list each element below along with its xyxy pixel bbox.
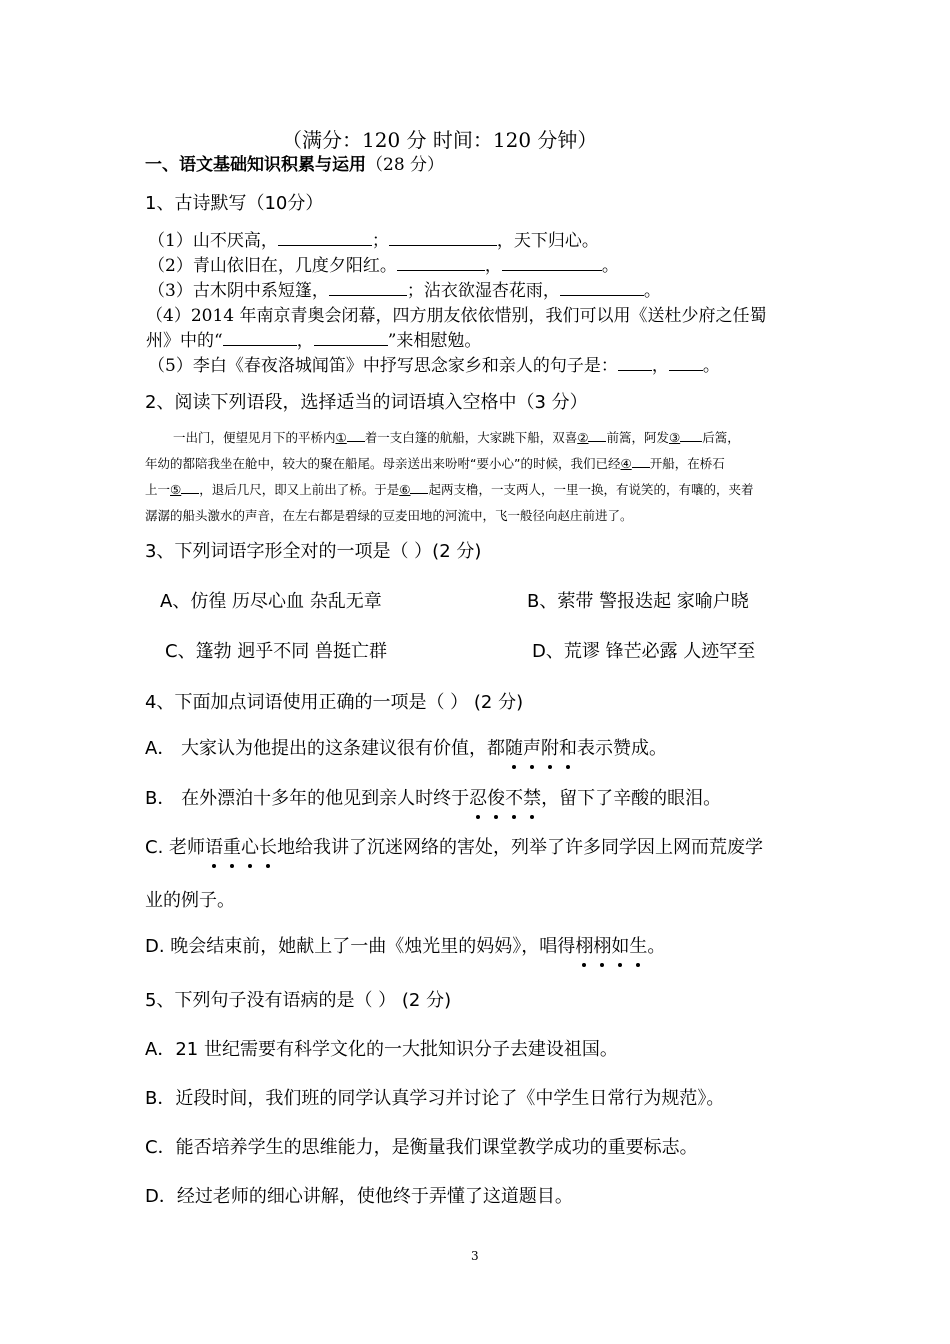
q5-title: 5、下列句子没有语病的是（ ） (2 分) (145, 990, 452, 1011)
dotted-char: 语 (205, 833, 223, 859)
q2-passage-line-1 (173, 428, 740, 446)
answer-blank[interactable] (278, 228, 372, 246)
passage-text: 一出门，便望见月下的平桥内 (173, 430, 336, 445)
answer-blank[interactable] (410, 481, 428, 495)
answer-blank[interactable] (329, 278, 407, 296)
option-text: 表示赞成。 (577, 738, 668, 759)
passage-text: 后篙， (702, 430, 740, 445)
option-text: C. 老师 (145, 837, 206, 858)
dotted-char: 生 (629, 932, 647, 958)
q5-option-d: D．经过老师的细心讲解，使他终于弄懂了这道题目。 (145, 1186, 573, 1207)
q1-l3-text-c: 。 (643, 281, 661, 301)
dotted-char: 重 (223, 833, 241, 859)
answer-blank[interactable] (680, 429, 702, 443)
q3-option-a: A、仿徨 历尽心血 杂乱无章 (160, 591, 382, 612)
option-text: 。 (647, 936, 666, 957)
blank-marker-5: ⑤ (170, 482, 182, 497)
q2-passage-line-2 (145, 454, 725, 472)
q5-option-a: A．21 世纪需要有科学文化的一大批知识分子去建设祖国。 (145, 1039, 618, 1060)
q1-l1-text-c: ，天下归心。 (496, 231, 599, 251)
q3-option-d: D、荒谬 锋芒必露 人迹罕至 (532, 641, 756, 662)
dotted-char: 俊 (487, 784, 505, 810)
option-text: A． 大家认为他提出的这条建议很有价值，都 (145, 738, 506, 759)
dotted-char: 不 (505, 784, 523, 810)
q5-option-b: B．近段时间，我们班的同学认真学习并讨论了《中学生日常行为规范》。 (145, 1088, 725, 1109)
q1-l3-text-a: （3）古木阴中系短篷， (148, 281, 329, 301)
answer-blank[interactable] (223, 328, 297, 346)
q1-line-4b (146, 326, 481, 351)
q1-line-5 (148, 351, 720, 376)
q3-title: 3、下列词语字形全对的一项是（ ）(2 分) (145, 541, 482, 562)
dotted-char: 心 (241, 833, 259, 859)
blank-marker-2: ② (577, 430, 589, 445)
passage-text: 着一支白篷的航船，大家跳下船，双喜 (364, 430, 578, 445)
q2-passage-line-3 (145, 480, 753, 498)
section-title-text: 一、语文基础知识积累与运用 (145, 155, 366, 175)
q1-line-2 (148, 251, 619, 276)
dotted-char: 和 (559, 734, 577, 760)
page-number: 3 (471, 1249, 479, 1263)
passage-text: 开船，在桥石 (649, 456, 725, 471)
option-text: ，留下了辛酸的眼泪。 (541, 788, 722, 809)
q2-passage-line-4: 潺潺的船头激水的声音，在左右都是碧绿的豆麦田地的河流中，飞一般径向赵庄前进了。 (145, 508, 633, 523)
dotted-char: 栩 (593, 932, 611, 958)
section-title (145, 150, 444, 175)
blank-marker-1: ① (335, 430, 347, 445)
q4-option-b (145, 784, 721, 810)
q1-line-4a: （4）2014 年南京青奥会闭幕，四方朋友依依惜别，我们可以用《送杜少府之任蜀 (146, 306, 767, 326)
dotted-char: 如 (611, 932, 629, 958)
q4-option-c (145, 833, 763, 859)
answer-blank[interactable] (397, 253, 485, 271)
dotted-char: 长 (259, 833, 277, 859)
q4-option-a (145, 734, 667, 760)
answer-blank[interactable] (560, 278, 644, 296)
option-text: D. 晚会结束前，她献上了一曲《烛光里的妈妈》，唱得 (145, 936, 576, 957)
q1-l4-text-d: ”来相慰勉。 (387, 331, 482, 351)
dotted-char: 声 (523, 734, 541, 760)
dotted-char: 禁 (523, 784, 541, 810)
q1-l2-text-a: （2）青山依旧在，几度夕阳红。 (148, 256, 397, 276)
answer-blank[interactable] (632, 455, 650, 469)
q4-title: 4、下面加点词语使用正确的一项是（ ） (2 分) (145, 692, 524, 713)
dotted-char: 附 (541, 734, 559, 760)
answer-blank[interactable] (618, 353, 652, 371)
blank-marker-6: ⑥ (399, 482, 411, 497)
q2-title: 2、阅读下列语段，选择适当的词语填入空格中（3 分） (145, 392, 588, 413)
answer-blank[interactable] (181, 481, 199, 495)
answer-blank[interactable] (347, 429, 365, 443)
dotted-char: 随 (505, 734, 523, 760)
passage-text: ，退后几尺，即又上前出了桥。于是 (199, 482, 400, 497)
q5-option-c: C．能否培养学生的思维能力，是衡量我们课堂教学成功的重要标志。 (145, 1137, 698, 1158)
blank-marker-3: ③ (668, 430, 681, 445)
q3-option-b: B、萦带 警报迭起 家喻户晓 (527, 591, 749, 612)
score-time-header: （满分：120 分 时间：120 分钟） (282, 128, 598, 152)
passage-text: 上一 (145, 482, 171, 497)
q1-l5-text-c: 。 (702, 356, 720, 376)
q1-line-3 (148, 276, 661, 301)
section-points: （28 分） (366, 155, 445, 175)
dotted-char: 忍 (469, 784, 487, 810)
dotted-char: 栩 (575, 932, 593, 958)
q3-option-c: C、篷勃 迥乎不同 兽挺亡群 (165, 641, 388, 662)
passage-text: 年幼的都陪我坐在舱中，较大的聚在船尾。母亲送出来吩咐“要小心”的时候，我们已经 (145, 456, 621, 471)
q1-l5-text-a: （5）李白《春夜洛城闻笛》中抒写思念家乡和亲人的句子是： (148, 356, 618, 376)
blank-marker-4: ④ (620, 456, 632, 471)
answer-blank[interactable] (314, 328, 388, 346)
q4-option-c-line-2: 业的例子。 (145, 890, 235, 911)
passage-text: 前篙，阿发 (606, 430, 669, 445)
q1-l4-text-c: ， (296, 331, 314, 351)
q1-line-1 (148, 226, 599, 251)
q1-l5-text-b: ， (651, 356, 669, 376)
answer-blank[interactable] (669, 353, 703, 371)
q1-l3-text-b: ；沾衣欲湿杏花雨， (406, 281, 560, 301)
q1-l4-text-b: 州》中的“ (146, 331, 223, 351)
answer-blank[interactable] (588, 429, 606, 443)
q1-l1-text-b: ； (371, 231, 389, 251)
answer-blank[interactable] (502, 253, 602, 271)
option-text: 地给我讲了沉迷网络的害处，列举了许多同学因上网而荒废学 (277, 837, 764, 858)
q1-l2-text-b: ， (484, 256, 502, 276)
option-text: B． 在外漂泊十多年的他见到亲人时终于 (145, 788, 470, 809)
q4-option-d (145, 932, 665, 958)
q1-title: 1、古诗默写（10分） (145, 193, 324, 214)
q1-l2-text-c: 。 (601, 256, 619, 276)
q1-l1-text-a: （1）山不厌高， (148, 231, 278, 251)
passage-text: 起两支橹，一支两人，一里一换，有说笑的，有嚷的，夹着 (428, 482, 754, 497)
answer-blank[interactable] (389, 228, 497, 246)
